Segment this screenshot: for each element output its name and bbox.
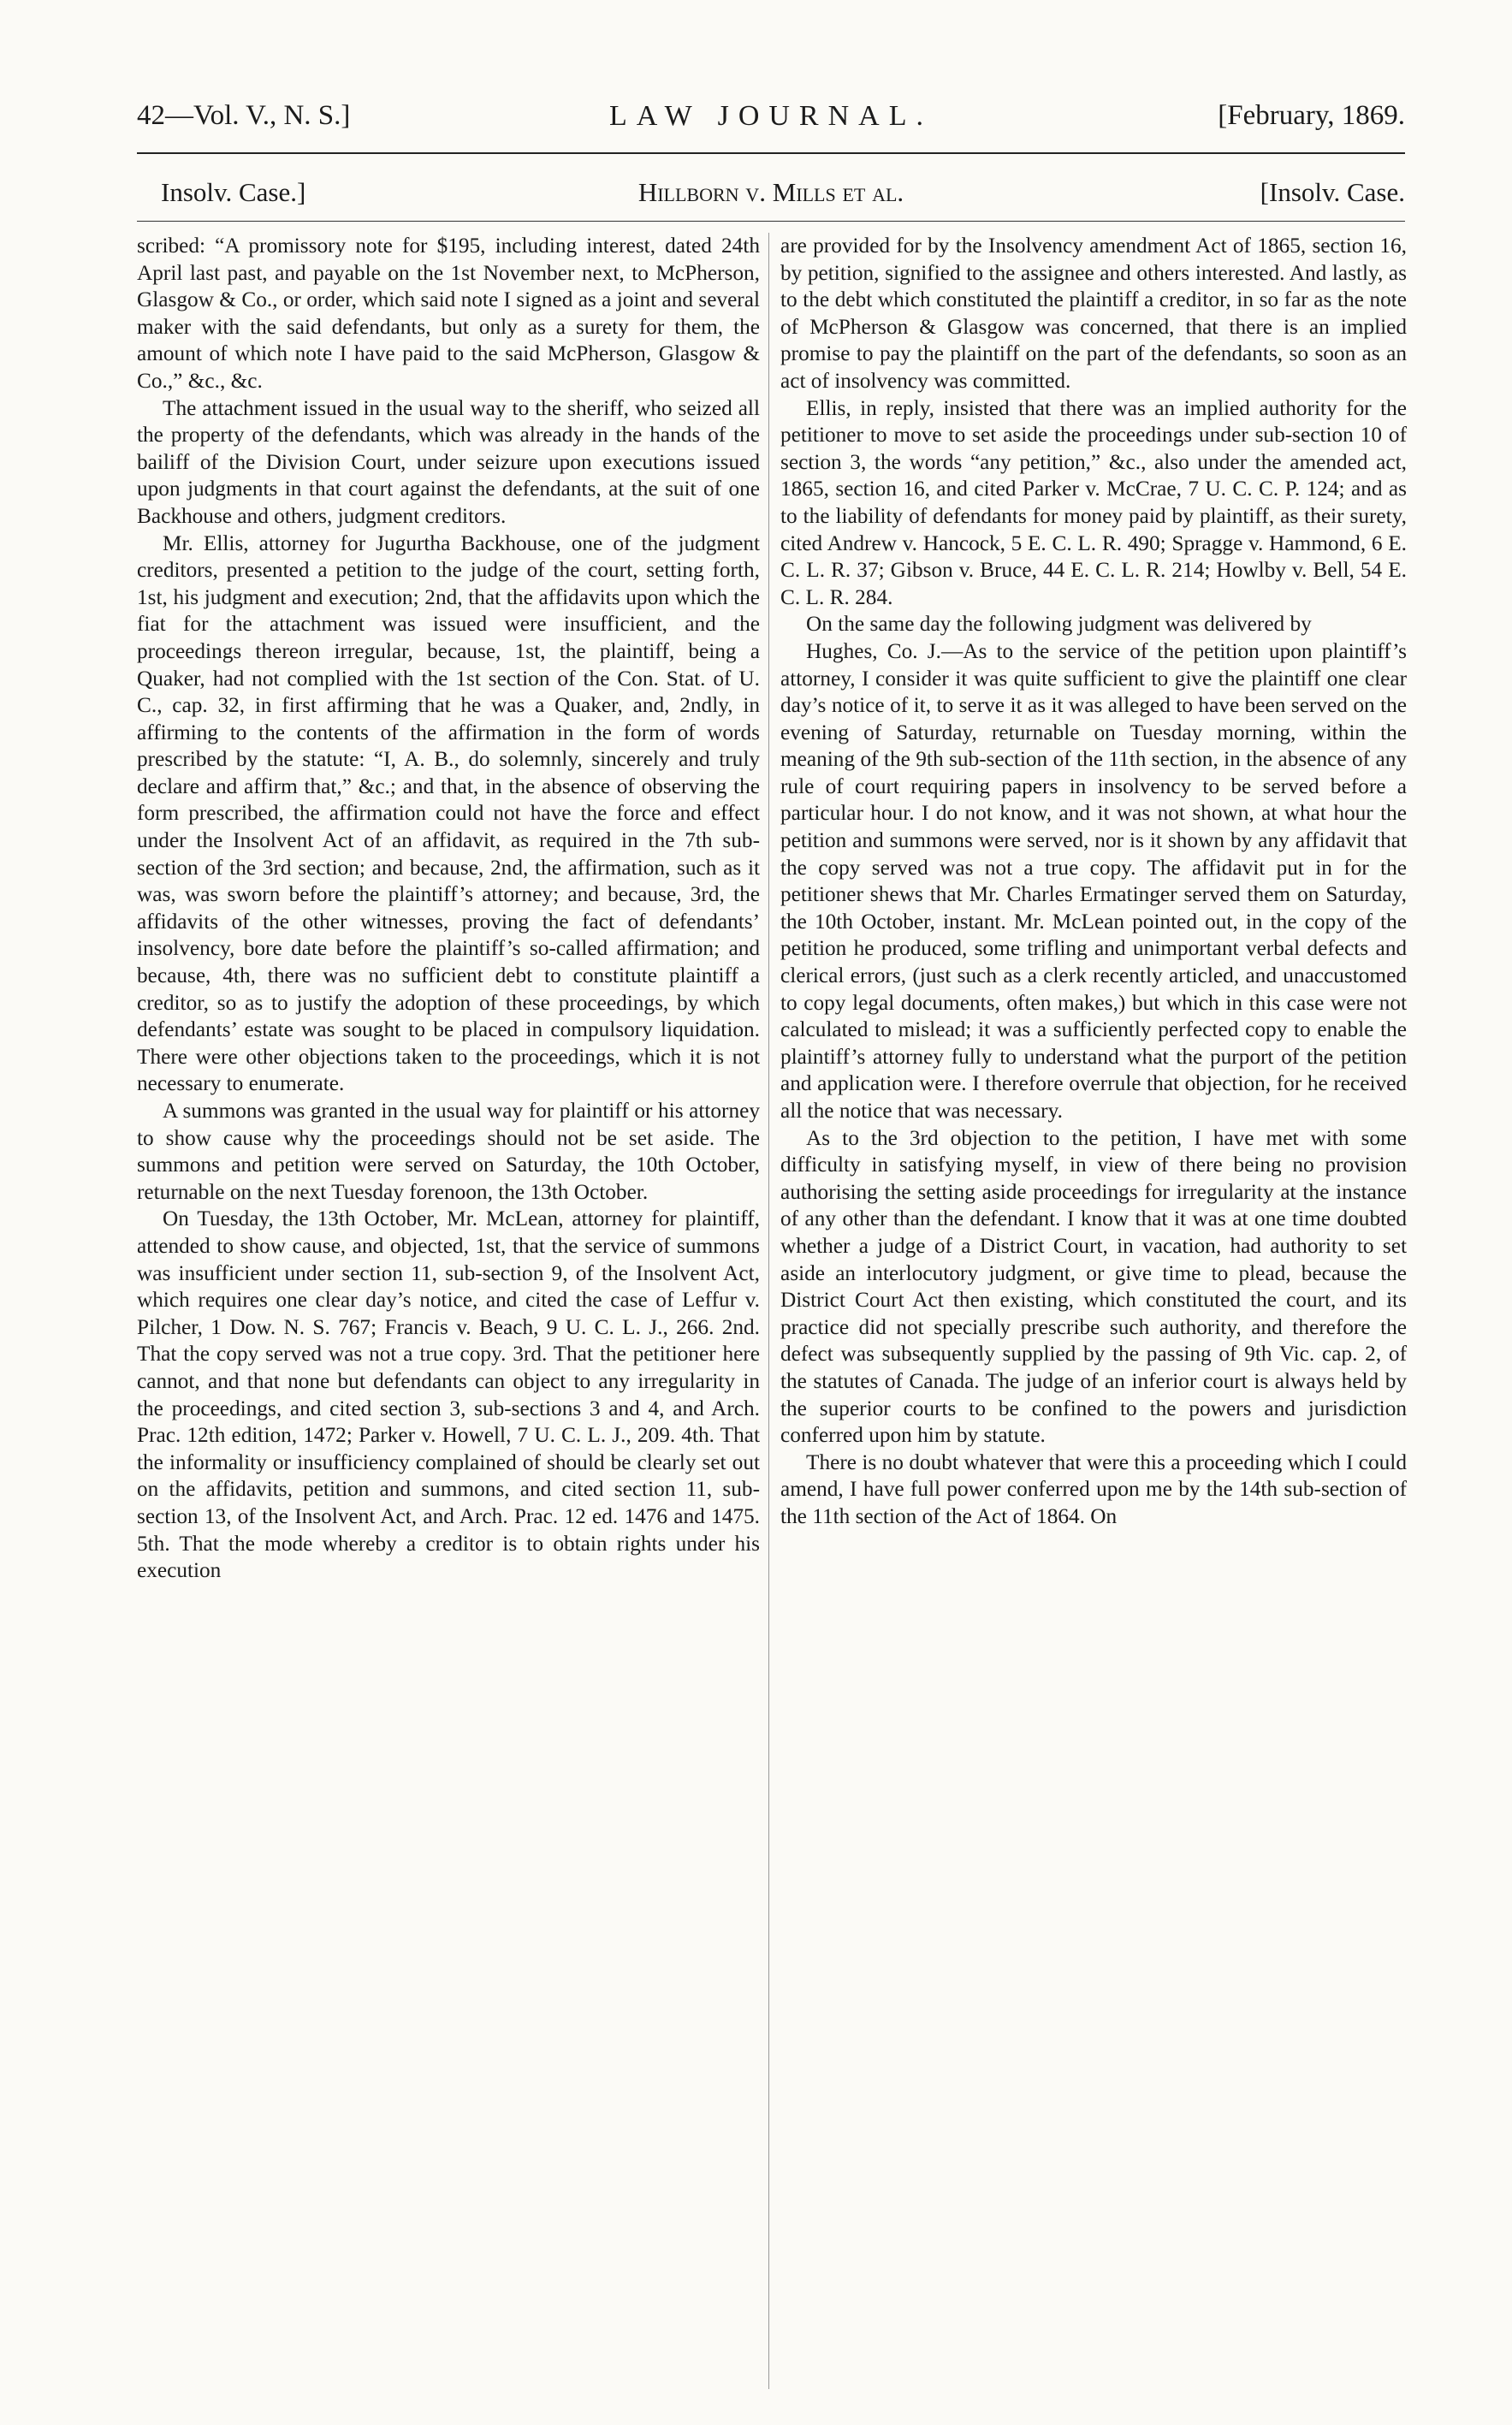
- issue-date: [February, 1869.: [1218, 100, 1405, 131]
- paragraph: scribed: “A promissory note for $195, including interest, dated 24th April last past, and payable on the 1st November next, to McPherson, Glasgow & Co., or order, which said note I signed as a joint and several maker with the said defendants, but only as a surety for them, the amount of which note I have paid to the said McPherson, Glasgow & Co.,” &c., &c.: [137, 234, 760, 393]
- case-type-right: [Insolv. Case.: [1260, 177, 1405, 207]
- journal-title: LAW JOURNAL.: [609, 100, 933, 132]
- case-type-left: Insolv. Case.]: [161, 177, 306, 207]
- running-header: [137, 100, 1405, 151]
- paragraph: As to the 3rd objection to the petition, I have met with some difficulty in satisfying myself, in view of there being no provision authorising the setting aside proceedings for irregularity at the instance of any other than the defendant. I know that it was at one time doubted whether a judge of a District Court, in vacation, had authority to set aside an interlocutory judgment, or give time to plead, because the District Court Act then existing, which constituted the court, and its practice did not specially prescribe such authority, and therefore the defect was subsequently supplied by the passing of 9th Vic. cap. 2, of the statutes of Canada. The judge of an inferior court is always held by the superior courts to be confined to the powers and jurisdiction conferred upon him by statute.: [780, 1125, 1407, 1448]
- header-rule: [137, 152, 1405, 154]
- volume-label: 42—Vol. V., N. S.]: [137, 100, 351, 131]
- paragraph: There is no doubt whatever that were this a proceeding which I could amend, I have full power conferred upon me by the 14th sub-section of the 11th section of the Act of 1864. On: [780, 1450, 1407, 1528]
- left-column: [137, 233, 760, 1585]
- paragraph: The attachment issued in the usual way to the sheriff, who seized all the property of the defendants, which was already in the hands of the bailiff of the Division Court, under seizure upon executions issued upon judgments in that court against the defendants, at the suit of one Backhouse and others, judgment creditors.: [137, 395, 760, 528]
- paragraph: Hughes, Co. J.—As to the service of the petition upon plaintiff’s attorney, I consider it was quite sufficient to give the plaintiff one clear day’s notice of it, to serve it as it was alleged to have been served on the evening of Saturday, returnable on Tuesday morning, within the meaning of the 9th sub-section of the 11th section, in the absence of any rule of court requiring papers in insolvency to be served before a particular hour. I do not know, and it was not shown, at what hour the petition and summons were served, nor is it shown by any affidavit that the copy served was not a true copy. The affidavit put in for the petitioner shews that Mr. Charles Ermatinger served them on Saturday, the 10th October, instant. Mr. McLean pointed out, in the copy of the petition he produced, some trifling and unimportant verbal defects and clerical errors, (just such as a clerk recently articled, and unaccustomed to copy legal documents, often makes,) but which in this case were not calculated to mislead; it was a sufficiently perfected copy to enable the plaintiff’s attorney fully to understand what the purport of the petition and application were. I therefore overrule that objection, for he received all the notice that was necessary.: [780, 638, 1407, 1123]
- column-divider: [768, 233, 769, 2389]
- paragraph: A summons was granted in the usual way for plaintiff or his attorney to show cause why the proceedings should not be set aside. The summons and petition were served on Saturday, the 10th October, returnable on the next Tuesday forenoon, the 13th October.: [137, 1099, 760, 1204]
- paragraph: are provided for by the Insolvency amendment Act of 1865, section 16, by petition, signified to the assignee and others interested. And lastly, as to the debt which constituted the plaintiff a creditor, in so far as the note of McPherson & Glasgow was concerned, that there is an implied promise to pay the plaintiff on the part of the defendants, so soon as an act of insolvency was committed.: [780, 234, 1407, 393]
- paragraph: Ellis, in reply, insisted that there was an implied authority for the petitioner to move to set aside the proceedings under sub-section 10 of section 3, the words “any petition,” &c., also under the amended act, 1865, section 16, and cited Parker v. McCrae, 7 U. C. C. P. 124; and as to the liability of defendants for money paid by plaintiff, as their surety, cited Andrew v. Hancock, 5 E. C. L. R. 490; Spragge v. Hammond, 6 E. C. L. R. 37; Gibson v. Bruce, 44 E. C. L. R. 214; Howlby v. Bell, 54 E. C. L. R. 284.: [780, 395, 1407, 609]
- paragraph: On Tuesday, the 13th October, Mr. McLean, attorney for plaintiff, attended to show cause, and objected, 1st, that the service of summons was insufficient under section 11, sub-section 9, of the Insolvent Act, which requires one clear day’s notice, and cited the case of Leffur v. Pilcher, 1 Dow. N. S. 767; Francis v. Beach, 9 U. C. L. J., 266. 2nd. That the copy served was not a true copy. 3rd. That the petitioner here cannot, and that none but defendants can object to any irregularity in the proceedings, and cited section 3, sub-sections 3 and 4, and Arch. Prac. 12th edition, 1472; Parker v. Howell, 7 U. C. L. J., 209. 4th. That the informality or insufficiency complained of should be clearly set out on the affidavits, petition and summons, and cited section 11, sub-section 13, of the Insolvent Act, and Arch. Prac. 12 ed. 1476 and 1475. 5th. That the mode whereby a creditor is to obtain rights under his execution: [137, 1207, 760, 1583]
- case-header-rule: [137, 221, 1405, 222]
- case-header: [137, 177, 1405, 218]
- paragraph: Mr. Ellis, attorney for Jugurtha Backhouse, one of the judgment creditors, presented a petition to the judge of the court, setting forth, 1st, his judgment and execution; 2nd, that the affidavits upon which the fiat for the attachment was issued were insufficient, and the proceedings thereon irregular, because, 1st, the plaintiff, being a Quaker, had not complied with the 1st section of the Con. Stat. of U. C., cap. 32, in first affirming that he was a Quaker, and, 2ndly, in affirming to the contents of the affirmation in the form of words prescribed by the statute: “I, A. B., do solemnly, sincerely and truly declare and affirm that,” &c.; and that, in the absence of observing the form prescribed, the affirmation could not have the force and effect under the Insolvent Act of an affidavit, as required in the 7th sub-section of the 3rd section; and because, 2nd, the affirmation, such as it was, was sworn before the plaintiff’s attorney; and because, 3rd, the affidavits of the other witnesses, proving the fact of defendants’ insolvency, bore date before the plaintiff’s so-called affirmation; and because, 4th, there was no sufficient debt to constitute plaintiff a creditor, so as to justify the adoption of these proceedings, by which defendants’ estate was sought to be placed in compulsory liquidation. There were other objections taken to the proceedings, which it is not necessary to enumerate.: [137, 531, 760, 1096]
- paragraph: On the same day the following judgment was delivered by: [806, 612, 1312, 637]
- right-column: [780, 233, 1407, 1531]
- case-name: Hillborn v. Mills et al.: [637, 177, 904, 207]
